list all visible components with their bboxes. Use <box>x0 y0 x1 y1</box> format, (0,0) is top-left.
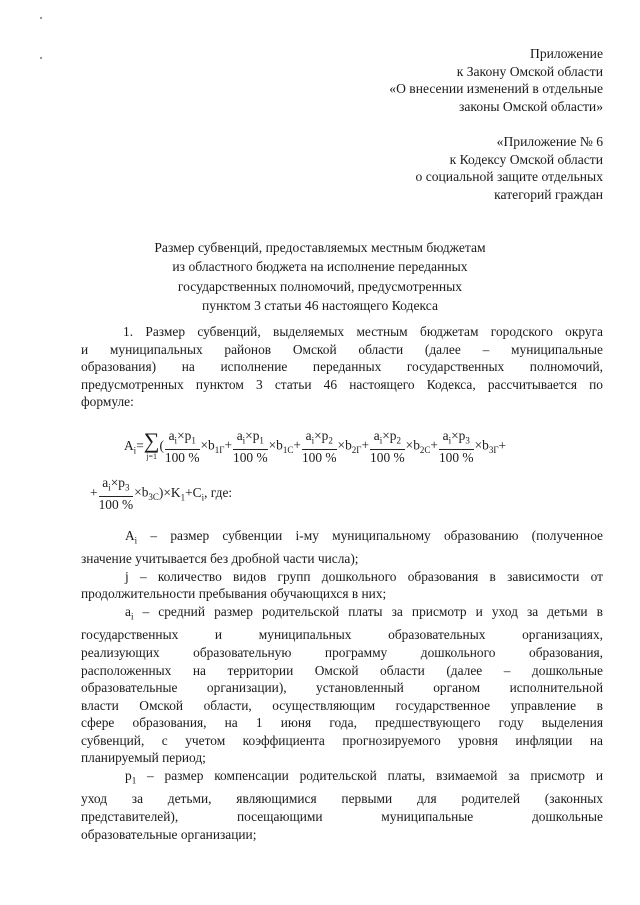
definition-line: $p_1$ – размер компенсации родительской платы, взимаемой за присмотр и <box>125 768 603 786</box>
title-line: Размер субвенций, предоставляемых местным бюджетам <box>154 240 486 255</box>
paragraph-line: 1. Размер субвенций, выделяемых местным бюджетам городского округа <box>123 324 603 339</box>
header-line: к Закону Омской области <box>456 63 603 79</box>
header-line: о социальной защите отдельных <box>415 169 603 184</box>
definition-line: расположенных на территории Омской области (далее – дошкольные <box>81 662 603 678</box>
formula-line-2: + $\frac{a_i\times p_3}{100 \%}$ $\times b_{3С})\times K_1+C_i$, где: <box>90 475 233 512</box>
definition-line: субвенций, с учетом коэффициента прогнозируемого уровня инфляции на <box>81 732 603 748</box>
formula-term: + $\frac{a_i\times p_2}{100 \%}$ $\times b_{2С}$ <box>361 428 431 465</box>
definition-line: $a_i$ – средний размер родительской платы за присмотр и уход за детьми в <box>125 604 603 622</box>
document-title <box>60 238 580 316</box>
formula-fraction: $\frac{a_i\times p_3}{100 \%}$ <box>438 428 474 465</box>
definition-line: j – количество видов групп дошкольного образования в зависимости от <box>125 568 603 584</box>
definition-line: продолжительности пребывания обучающихся в них; <box>81 586 387 602</box>
definition-line: представителей), посещающими муниципальные дошкольные <box>81 808 603 824</box>
formula-term: + $\frac{a_i\times p_1}{100 \%}$ $\times b_{1С}$ <box>224 428 294 465</box>
definition-line: государственных и муниципальных образовательных организациях, <box>81 627 603 643</box>
definition-line: образовательные организации), установленный органом исполнительной <box>81 680 603 696</box>
definition-line: планируемый период; <box>81 750 206 766</box>
title-line: государственных полномочий, предусмотренных <box>177 278 463 294</box>
formula-fraction: $\frac{a_i\times p_2}{100 \%}$ <box>370 428 405 465</box>
formula-lhs: $A_i=$ <box>124 437 144 456</box>
formula-fraction: $\frac{a_i\times p_3}{100 \%}$ <box>98 475 134 512</box>
formula-term: $\frac{a_i\times p_1}{100 \%}$ $\times b_{1Г}$ <box>164 428 225 465</box>
formula-term: + $\frac{a_i\times p_3}{100 \%}$ $\times b_{3Г}$ <box>430 428 499 465</box>
definition-line: $A_i$ – размер субвенции i-му муниципальному образованию (полученное <box>125 528 603 546</box>
paragraph-line: формуле: <box>81 394 134 410</box>
scan-speck <box>40 57 42 59</box>
paragraph-line: предусмотренных пунктом 3 статьи 46 настоящего Кодекса, рассчитывается по <box>81 376 603 392</box>
header-code-appendix <box>416 133 604 203</box>
definition-line: значение учитывается без дробной части числа); <box>81 551 359 567</box>
paragraph-line: и муниципальных районов Омской области (далее – муниципальные <box>81 341 603 357</box>
header-line: к Кодексу Омской области <box>449 151 603 167</box>
sum-symbol: ∑ j=1 <box>143 428 160 462</box>
header-line: категорий граждан <box>494 186 603 202</box>
formula-plus: + <box>498 438 507 454</box>
header-law-appendix <box>389 45 603 115</box>
title-line: из областного бюджета на исполнение переданных <box>172 259 468 275</box>
formula-fraction: $\frac{a_i\times p_2}{100 \%}$ <box>301 428 337 465</box>
scan-speck <box>40 17 42 19</box>
definition-line: власти Омской области, осуществляющим государственное управление в <box>81 697 603 713</box>
header-line: «О внесении изменений в отдельные <box>389 81 603 96</box>
paragraph-1 <box>81 323 603 411</box>
formula-fraction: $\frac{a_i\times p_1}{100 \%}$ <box>164 428 200 465</box>
definition-line: сфере образования, на 1 июня года, предшествующего году выделения <box>81 715 603 731</box>
definition-line: уход за детьми, являющимися первыми для родителей (законных <box>81 791 603 807</box>
formula-term: + $\frac{a_i\times p_2}{100 \%}$ $\times b_{2Г}$ <box>293 428 362 465</box>
formula-line-1: $A_i=\sum$ j=1 ( $\frac{a_i\times p_1}{100 \%}$ $\times b_{1Г}+$ $\frac{a_i\times p_1}{100 \%}$ $\times b_{1С}+$ $\frac{a_i\times p_2}{100 \%}$ $\times b_{2Г}+$ $\frac{a_i\times p_2}{100 \%}$ $\times b_{2С}+$ $\frac{a_i\times p_3}{100 \%}$ $\times b_{3Г}+$ <box>124 428 507 465</box>
definition-line: реализующих образовательную программу дошкольного образования, <box>81 644 603 660</box>
definition-line: образовательные организации; <box>81 826 257 842</box>
formula-term: $\frac{a_i\times p_3}{100 \%}$ $\times b_{3С}$ <box>98 475 159 512</box>
formula-fraction: $\frac{a_i\times p_1}{100 \%}$ <box>233 428 268 465</box>
title-line: пунктом 3 статьи 46 настоящего Кодекса <box>202 298 438 314</box>
header-line: Приложение <box>530 46 603 61</box>
header-line: законы Омской области» <box>459 98 603 114</box>
paragraph-line: образования) на исполнение переданных государственных полномочий, <box>81 359 603 375</box>
formula-tail: )$\times K_1+C_i$, где: <box>158 484 233 503</box>
definitions <box>81 527 603 843</box>
header-line: «Приложение № 6 <box>496 134 603 149</box>
